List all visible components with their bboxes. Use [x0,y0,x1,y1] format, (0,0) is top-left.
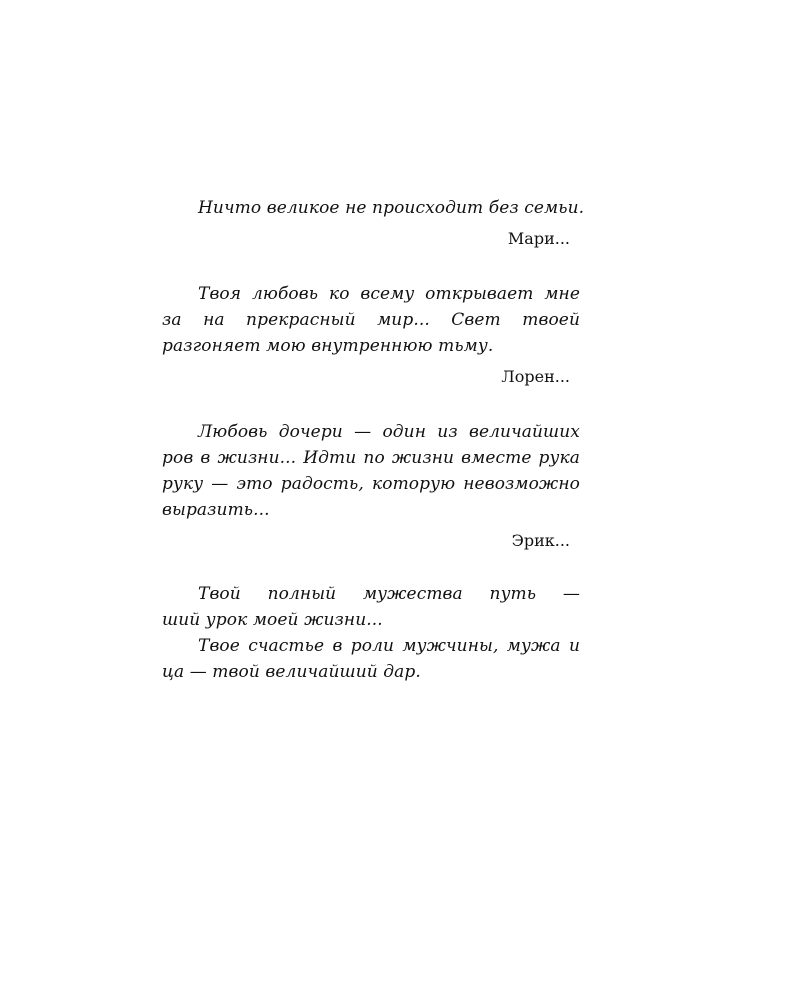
dedication-line: Твой полный мужества путь — [198,584,580,604]
dedication-author: Мари... [507,229,570,248]
dedication-line: Твоя любовь ко всему открывает мне [198,284,580,304]
dedication-line: руку — это радость, которую невозможно [162,474,580,494]
dedication-1 [162,195,585,251]
dedication-line: ров в жизни... Идти по жизни вместе рука [162,448,580,468]
dedication-line: Твое счастье в роли мужчины, мужа и [198,636,580,656]
dedication-line: ца — твой величайший дар. [162,662,421,682]
dedication-line: ший урок моей жизни... [162,610,383,630]
dedication-line: Любовь дочери — один из величайших [198,422,580,442]
dedication-author: Эрик... [511,531,570,550]
dedication-author: Лорен... [501,367,570,386]
dedication-line: за на прекрасный мир... Свет твоей [162,310,580,330]
dedication-line: Ничто великое не происходит без семьи. [198,198,585,218]
dedication-line: разгоняет мою внутреннюю тьму. [162,336,494,356]
dedication-4 [162,581,580,685]
dedication-line: выразить... [162,500,270,520]
dedication-3 [162,419,580,553]
dedication-2 [162,281,580,389]
